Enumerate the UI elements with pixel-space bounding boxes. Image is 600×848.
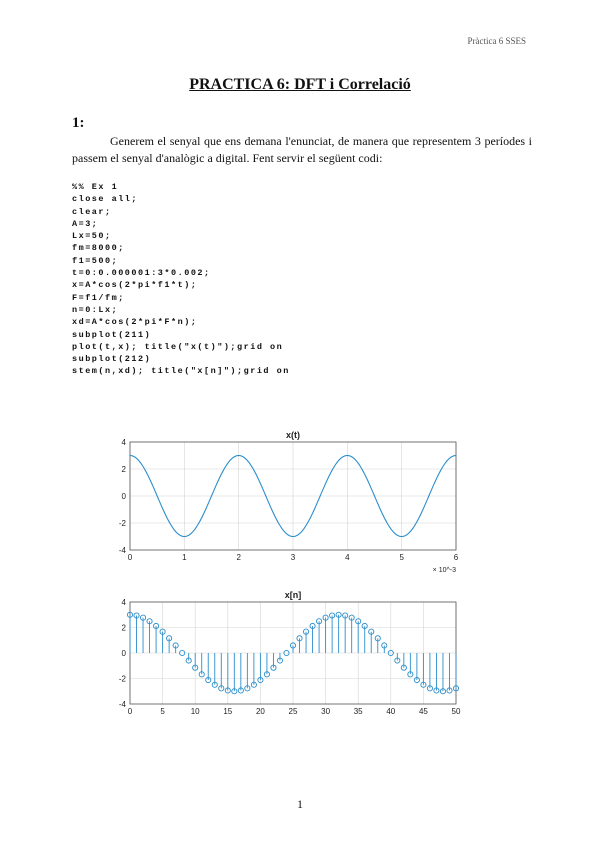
x-tick-label: 15 [223,707,233,716]
x-axis-multiplier: × 10^-3 [432,567,456,574]
x-tick-label: 5 [160,707,165,716]
code-line: Lx=50; [72,231,112,242]
code-line: t=0:0.000001:3*0.002; [72,268,211,279]
y-tick-label: 0 [121,649,126,658]
y-tick-label: 4 [121,598,126,607]
x-tick-label: 1 [182,553,187,562]
subplot-title: x(t) [286,430,300,440]
page-header: Pràctica 6 SSES [467,36,526,46]
x-tick-label: 25 [288,707,298,716]
x-tick-label: 6 [453,553,459,562]
x-tick-label: 40 [386,707,396,716]
y-tick-label: 4 [121,438,126,447]
code-line: %% Ex 1 [72,182,119,192]
x-tick-label: 20 [255,707,265,716]
y-tick-label: -4 [118,700,126,709]
x-tick-label: 10 [190,707,200,716]
code-line: F=f1/fm; [72,292,125,303]
code-line: f1=500; [72,255,119,266]
code-line: n=0:Lx; [72,304,119,315]
code-line: xd=A*cos(2*pi*F*n); [72,317,198,328]
y-tick-label: -2 [118,674,126,684]
code-line: subplot(212) [72,354,152,365]
x-tick-label: 4 [345,553,350,562]
x-tick-label: 35 [353,707,363,716]
code-line: x=A*cos(2*pi*f1*t); [72,280,198,291]
x-tick-label: 50 [451,707,461,716]
x-tick-label: 2 [236,553,241,562]
y-tick-label: 2 [121,465,126,474]
matlab-code-block [72,181,290,378]
y-tick-label: 2 [121,623,126,633]
x-tick-label: 0 [127,553,133,562]
code-line: A=3; [72,218,99,229]
x-tick-label: 30 [321,707,331,716]
code-line: subplot(211) [72,329,152,340]
intro-paragraph: Generem el senyal que ens demana l'enunciat, de manera que representem 3 períodes i passem el senyal d'analògic a digital. Fent servir el següent codi: [72,134,532,165]
y-tick-label: -4 [118,546,126,555]
y-tick-label: 0 [121,492,126,501]
code-line: plot(t,x); title("x(t)");grid on [72,341,284,352]
document-title: PRACTICA 6: DFT i Correlació [189,76,411,93]
subplot-title: x[n] [284,590,302,600]
code-line: close all; [72,194,139,205]
code-line: stem(n,xd); title("x[n]");grid on [72,366,290,377]
section-number: 1: [72,115,85,131]
x-tick-label: 45 [418,707,428,716]
x-tick-label: 0 [127,707,133,716]
x-tick-label: 5 [399,553,404,562]
figure-subplots [100,420,470,720]
code-line: fm=8000; [72,243,125,254]
x-tick-label: 3 [290,553,296,562]
page-number: 1 [297,797,303,811]
y-tick-label: -2 [118,519,126,528]
code-line: clear; [72,206,112,217]
